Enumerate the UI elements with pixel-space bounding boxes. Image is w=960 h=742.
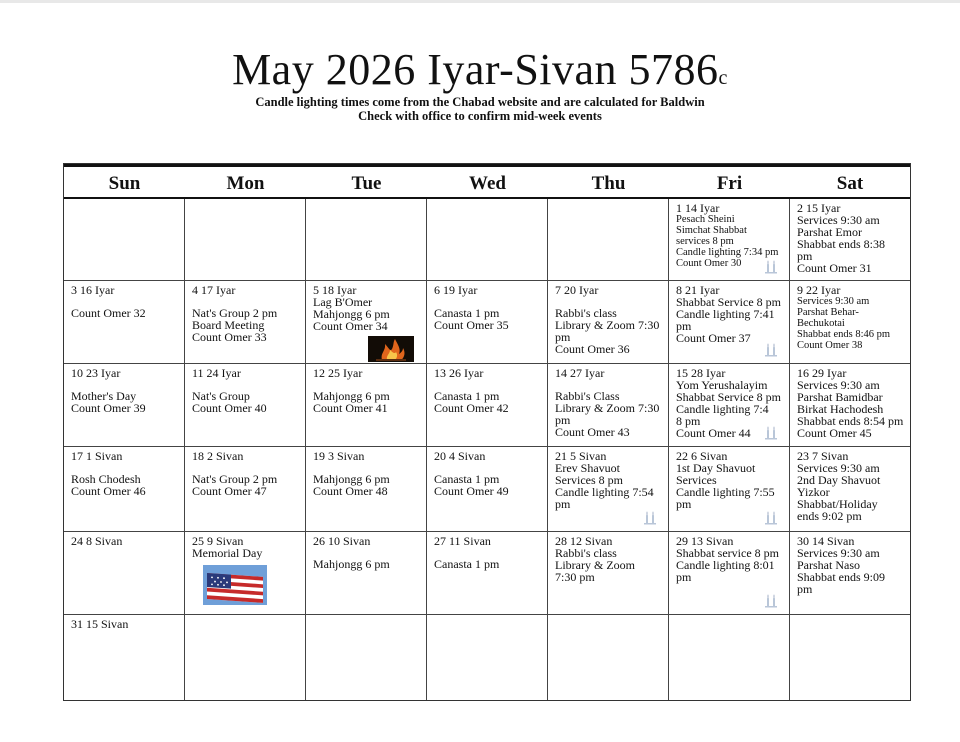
event-text: Nat's Group <box>192 389 250 403</box>
calendar-cell <box>790 281 910 364</box>
event-text: Canasta 1 pm <box>434 306 500 320</box>
calendar-cell <box>790 364 910 447</box>
date-label: 8 21 Iyar <box>676 283 720 297</box>
calendar-cell <box>427 199 548 281</box>
date-label: 11 24 Iyar <box>192 366 241 380</box>
date-label: 22 6 Sivan <box>676 449 728 463</box>
day-header-sun: Sun <box>108 173 141 194</box>
calendar-cell <box>427 532 548 615</box>
date-label: 16 29 Iyar <box>797 366 847 380</box>
event-text: Services 9:30 am <box>797 461 880 475</box>
date-label: 21 5 Sivan <box>555 449 607 463</box>
event-text: ends 9:02 pm <box>797 509 862 523</box>
event-text: Services 8 pm <box>555 473 623 487</box>
title-suffix: c <box>718 67 728 89</box>
event-text: Shabbat ends 8:46 pm <box>797 329 891 340</box>
event-text: Count Omer 32 <box>71 306 146 320</box>
date-label: 6 19 Iyar <box>434 283 478 297</box>
event-text: Parshat Bamidbar <box>797 390 883 404</box>
date-label: 4 17 Iyar <box>192 283 236 297</box>
date-label: 9 22 Iyar <box>797 283 841 297</box>
calendar-cell <box>64 615 185 700</box>
american-flag-icon <box>203 565 267 605</box>
calendar-cell <box>548 199 669 281</box>
calendar-cell <box>306 199 427 281</box>
calendar-cell <box>427 364 548 447</box>
date-label: 10 23 Iyar <box>71 366 121 380</box>
event-text: 1st Day Shavuot <box>676 461 756 475</box>
date-label: 24 8 Sivan <box>71 534 123 548</box>
date-label: 20 4 Sivan <box>434 449 486 463</box>
event-text: Shabbat ends 8:38 <box>797 237 885 251</box>
event-text: Services 9:30 am <box>797 296 870 307</box>
date-label: 30 14 Sivan <box>797 534 855 548</box>
event-text: pm <box>797 582 813 596</box>
subtitle-line-1: Candle lighting times come from the Chabad website and are calculated for Baldwin <box>255 95 705 109</box>
event-text: Candle lighting 7:4 <box>676 402 769 416</box>
calendar-cell <box>790 447 910 532</box>
event-text: Board Meeting <box>192 318 265 332</box>
event-text: Count Omer 36 <box>555 342 630 356</box>
event-text: Candle lighting 7:54 <box>555 485 654 499</box>
date-label: 19 3 Sivan <box>313 449 365 463</box>
date-label: 27 11 Sivan <box>434 534 491 548</box>
candles-icon <box>763 260 779 274</box>
date-label: 7 20 Iyar <box>555 283 599 297</box>
day-header-fri: Fri <box>716 173 743 194</box>
event-text: Mahjongg 6 pm <box>313 307 390 321</box>
calendar-cell <box>64 532 185 615</box>
day-header-sat: Sat <box>836 173 864 194</box>
date-label: 13 26 Iyar <box>434 366 484 380</box>
event-text: Library & Zoom <box>555 558 635 572</box>
date-label: 25 9 Sivan <box>192 534 244 548</box>
calendar-cell <box>185 447 306 532</box>
day-header-wed: Wed <box>469 173 506 194</box>
event-text: Count Omer 39 <box>71 401 146 415</box>
calendar-cell <box>669 364 790 447</box>
date-label: 28 12 Sivan <box>555 534 613 548</box>
event-text: Simchat Shabbat <box>676 225 747 236</box>
event-text: Count Omer 46 <box>71 484 146 498</box>
event-text: Count Omer 31 <box>797 261 872 275</box>
calendar-cell <box>669 532 790 615</box>
event-text: Services <box>676 473 717 487</box>
calendar-cell <box>306 532 427 615</box>
event-text: Mahjongg 6 pm <box>313 389 390 403</box>
date-label: 26 10 Sivan <box>313 534 371 548</box>
event-text: Count Omer 49 <box>434 484 509 498</box>
event-text: 8 pm <box>676 414 701 428</box>
calendar-cell <box>185 364 306 447</box>
event-text: Nat's Group 2 pm <box>192 306 278 320</box>
date-label: 14 27 Iyar <box>555 366 605 380</box>
day-header-mon: Mon <box>226 173 265 194</box>
event-text: Candle lighting 7:55 <box>676 485 775 499</box>
day-header-tue: Tue <box>351 173 382 194</box>
event-text: Parshat Behar- <box>797 307 859 318</box>
event-text: Shabbat Service 8 pm <box>676 390 781 404</box>
event-text: Rosh Chodesh <box>71 472 141 486</box>
calendar-cell <box>669 199 790 281</box>
subtitle-line-2: Check with office to confirm mid-week events <box>358 109 602 123</box>
event-text: Library & Zoom 7:30 <box>555 401 660 415</box>
event-text: 2nd Day Shavuot <box>797 473 881 487</box>
event-text: Canasta 1 pm <box>434 389 500 403</box>
calendar-cell <box>185 199 306 281</box>
event-text: Count Omer 34 <box>313 319 388 333</box>
calendar-cell <box>306 615 427 700</box>
event-text: Count Omer 44 <box>676 426 751 440</box>
event-text: 7:30 pm <box>555 570 595 584</box>
event-text: Memorial Day <box>192 546 263 560</box>
event-text: Pesach Sheini <box>676 214 735 225</box>
event-text: Lag B'Omer <box>313 295 373 309</box>
calendar-cell <box>427 447 548 532</box>
calendar-cell <box>64 364 185 447</box>
event-text: Parshat Naso <box>797 558 860 572</box>
event-text: Count Omer 30 <box>676 258 742 269</box>
date-label: 18 2 Sivan <box>192 449 244 463</box>
event-text: Nat's Group 2 pm <box>192 472 278 486</box>
event-text: Parshat Emor <box>797 225 862 239</box>
calendar-cell <box>669 447 790 532</box>
date-label: 2 15 Iyar <box>797 201 841 215</box>
event-text: Candle lighting 8:01 <box>676 558 775 572</box>
date-label: 1 14 Iyar <box>676 201 720 215</box>
calendar-cell <box>185 532 306 615</box>
event-text: Count Omer 37 <box>676 331 751 345</box>
event-text: Services 9:30 am <box>797 546 880 560</box>
calendar-cell <box>306 447 427 532</box>
event-text: Mother's Day <box>71 389 137 403</box>
event-text: Count Omer 40 <box>192 401 267 415</box>
event-text: Count Omer 47 <box>192 484 267 498</box>
event-text: Count Omer 42 <box>434 401 509 415</box>
event-text: Rabbi's Class <box>555 389 620 403</box>
date-label: 29 13 Sivan <box>676 534 734 548</box>
calendar-cell <box>790 615 910 700</box>
event-text: Count Omer 35 <box>434 318 509 332</box>
event-text: Shabbat service 8 pm <box>676 546 779 560</box>
candles-icon <box>763 511 779 525</box>
event-text: Bechukotai <box>797 318 845 329</box>
event-text: Mahjongg 6 pm <box>313 472 390 486</box>
calendar-cell <box>669 615 790 700</box>
page-title <box>0 44 960 95</box>
event-text: Services 9:30 am <box>797 213 880 227</box>
calendar-grid <box>63 163 911 701</box>
bonfire-icon <box>368 336 414 362</box>
event-text: pm <box>797 249 813 263</box>
event-text: Candle lighting 7:41 <box>676 307 775 321</box>
calendar-cell <box>548 532 669 615</box>
calendar-cell <box>306 281 427 364</box>
calendar-cell <box>64 447 185 532</box>
event-text: Services 9:30 am <box>797 378 880 392</box>
event-text: Shabbat ends 9:09 <box>797 570 885 584</box>
calendar-cell <box>64 281 185 364</box>
event-text: pm <box>555 330 571 344</box>
event-text: Canasta 1 pm <box>434 472 500 486</box>
calendar-cell <box>790 199 910 281</box>
candles-icon <box>763 343 779 357</box>
event-text: Mahjongg 6 pm <box>313 557 390 571</box>
candles-icon <box>642 511 658 525</box>
event-text: pm <box>676 319 692 333</box>
calendar-cell <box>185 281 306 364</box>
calendar-cell <box>548 281 669 364</box>
event-text: Library & Zoom 7:30 <box>555 318 660 332</box>
event-text: Candle lighting 7:34 pm <box>676 247 779 258</box>
event-text: Rabbi's class <box>555 306 617 320</box>
candles-icon <box>763 594 779 608</box>
date-label: 3 16 Iyar <box>71 283 115 297</box>
event-text: Count Omer 43 <box>555 425 630 439</box>
event-text: Count Omer 48 <box>313 484 388 498</box>
scan-top-edge <box>0 0 960 3</box>
date-label: 15 28 Iyar <box>676 366 726 380</box>
event-text: Count Omer 45 <box>797 426 872 440</box>
calendar-cell <box>548 615 669 700</box>
date-label: 17 1 Sivan <box>71 449 123 463</box>
date-label: 5 18 Iyar <box>313 283 357 297</box>
event-text: pm <box>676 570 692 584</box>
header-top-rule <box>64 164 910 167</box>
event-text: Rabbi's class <box>555 546 617 560</box>
event-text: pm <box>676 497 692 511</box>
candles-icon <box>763 426 779 440</box>
event-text: services 8 pm <box>676 236 734 247</box>
event-text: pm <box>555 413 571 427</box>
event-text: Yom Yerushalayim <box>676 378 768 392</box>
event-text: Count Omer 38 <box>797 340 863 351</box>
day-header-thu: Thu <box>591 173 626 194</box>
event-text: Count Omer 41 <box>313 401 388 415</box>
date-label: 23 7 Sivan <box>797 449 849 463</box>
calendar-cell <box>185 615 306 700</box>
calendar-cell <box>669 281 790 364</box>
calendar-cell <box>64 199 185 281</box>
event-text: Count Omer 33 <box>192 330 267 344</box>
event-text: Shabbat Service 8 pm <box>676 295 781 309</box>
calendar-cell <box>427 615 548 700</box>
date-label: 12 25 Iyar <box>313 366 363 380</box>
event-text: Erev Shavuot <box>555 461 620 475</box>
calendar-cell <box>548 447 669 532</box>
event-text: Shabbat ends 8:54 pm <box>797 414 904 428</box>
calendar-cell <box>548 364 669 447</box>
event-text: pm <box>555 497 571 511</box>
title-main: May 2026 Iyar-Sivan 5786 <box>232 45 719 94</box>
event-text: Yizkor <box>797 485 830 499</box>
event-text: Shabbat/Holiday <box>797 497 878 511</box>
date-label: 31 15 Sivan <box>71 617 129 631</box>
calendar-cell <box>427 281 548 364</box>
event-text: Canasta 1 pm <box>434 557 500 571</box>
calendar-cell <box>790 532 910 615</box>
event-text: Birkat Hachodesh <box>797 402 884 416</box>
calendar-cell <box>306 364 427 447</box>
